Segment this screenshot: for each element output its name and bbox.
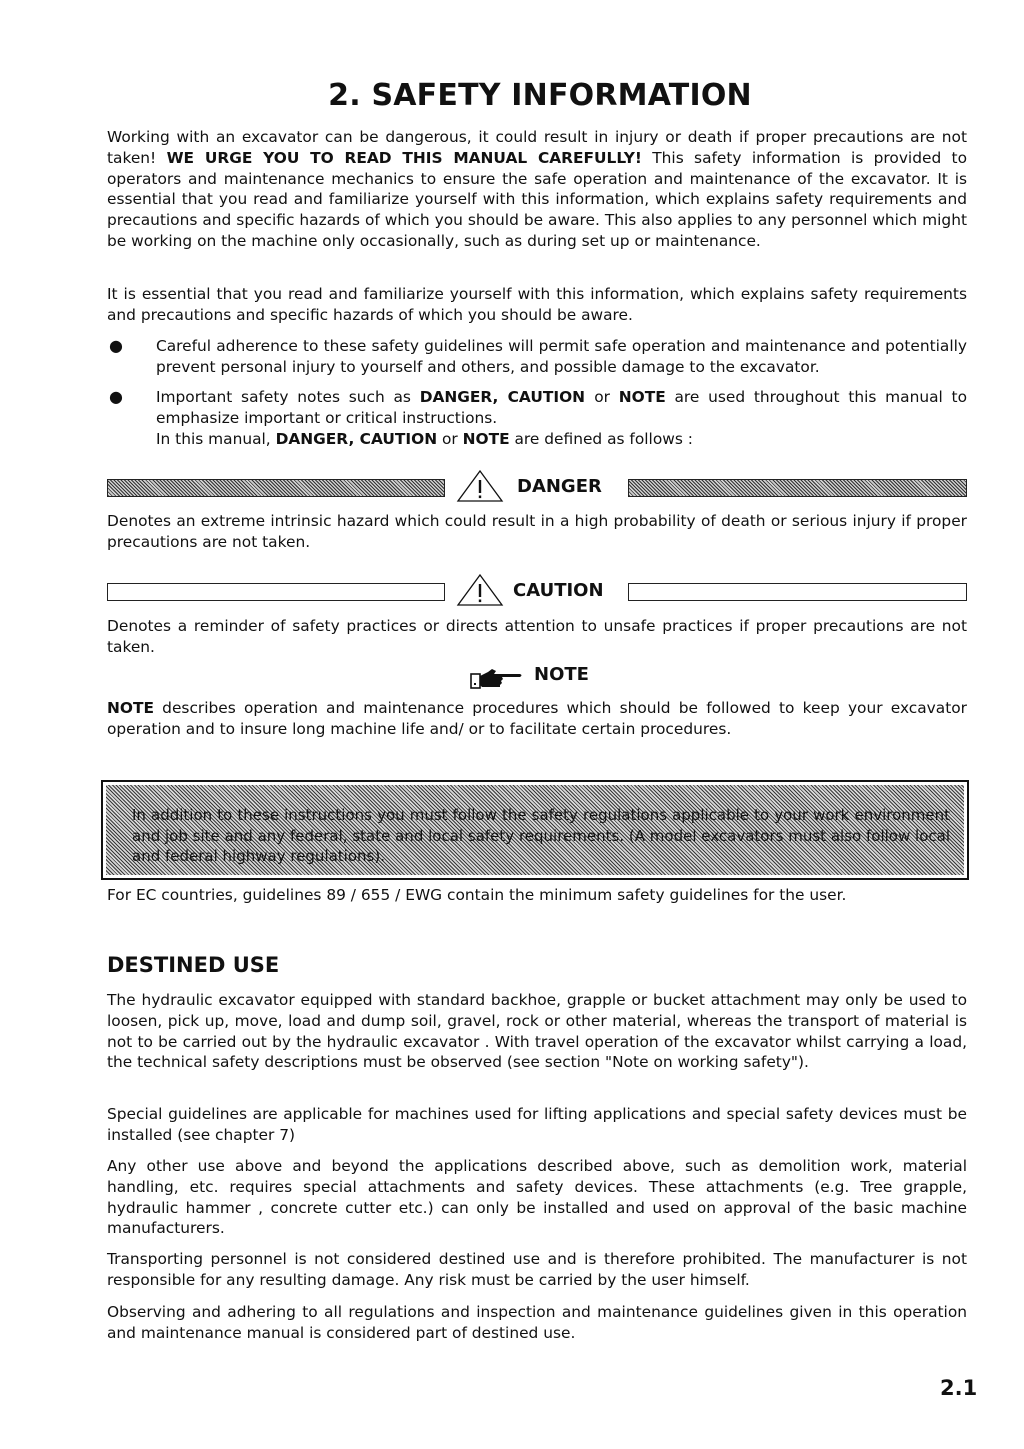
caution-label: CAUTION [513,580,604,601]
intro-paragraph [107,127,967,252]
pointing-hand-icon [470,666,524,692]
note-heading [470,664,610,692]
intro-emphasis: WE URGE YOU TO READ THIS MANUAL CAREFULLY! [166,148,642,167]
note-description: NOTE describes operation and maintenance procedures which should be followed to keep your excavator operation and to insure long machine life and/ or to facilitate certain procedures. [107,699,967,738]
intro-text-2: This safety information is provided to operators and maintenance mechanics to ensure the safe operation and maintenance of the excavator. It is essential that you read and familiarize yourself with this information, which explains safety requirements and precautions and specific hazards of which you should be aware. This also applies to any personnel which might be working on the machine only occasionally, such as during set up or maintenance. [107,148,967,250]
bullet-item-adherence [107,336,967,378]
intro-text-1: Working with an excavator can be dangerous, it could result in injury or death if proper precautions are not taken! [107,128,967,167]
bullet-text: Important safety notes such as DANGER, CAUTION or NOTE are used throughout this manual to emphasize important or critical instructions. In this manual, DANGER, CAUTION or NOTE are defined as follows : [156,388,968,448]
regulations-text: In addition to these instructions you must follow the safety regulations applicable to your work environment and job site and any federal, state and local safety requirements. (A model excavators must also follow local and federal highway regulations). [106,785,964,875]
danger-bar-left [107,479,445,497]
danger-bar-right [628,479,967,497]
essential-paragraph: It is essential that you read and familiarize yourself with this information, which explains safety requirements and precautions and specific hazards of which you should be aware. [107,285,967,324]
bullet-dot-icon: ● [109,336,123,355]
ec-guidelines-text: For EC countries, guidelines 89 / 655 / EWG contain the minimum safety guidelines for the user. [107,886,847,904]
bullet-dot-icon: ● [109,387,123,406]
bullet-item-safety-notes [107,387,967,449]
destined-use-paragraph-1: The hydraulic excavator equipped with standard backhoe, grapple or bucket attachment may only be used to loosen, pick up, move, load and dump soil, gravel, rock or other material, whereas the transport of material is not to be carried out by the hydraulic excavator . With travel operation of the excavator whilst carrying a load, the technical safety descriptions must be observed (see section "Note on working safety"). [107,991,967,1072]
danger-description: Denotes an extreme intrinsic hazard which could result in a high probability of death or serious injury if proper precautions are not taken. [107,512,967,551]
bullet-text: Careful adherence to these safety guidelines will permit safe operation and maintenance and potentially prevent personal injury to yourself and others, and possible damage to the excavator. [156,337,967,376]
caution-description: Denotes a reminder of safety practices or directs attention to unsafe practices if proper precautions are not taken. [107,617,967,656]
caution-banner [107,581,967,603]
destined-use-paragraph-5: Observing and adhering to all regulations and inspection and maintenance guidelines given in this operation and maintenance manual is considered part of destined use. [107,1303,967,1342]
note-label: NOTE [534,664,589,685]
warning-triangle-icon [455,573,505,607]
destined-use-paragraph-3: Any other use above and beyond the applications described above, such as demolition work, material handling, etc. requires special attachments and safety devices. These attachments (e.g. Tree grapple, hydraulic hammer , concrete cutter etc.) can only be installed and used on approval of the basic machine manufacturers. [107,1157,967,1238]
danger-banner [107,477,967,499]
page-number: 2.1 [940,1376,978,1400]
caution-bar-left [107,583,445,601]
danger-label: DANGER [517,476,602,497]
regulations-box [101,780,969,880]
destined-use-paragraph-4: Transporting personnel is not considered destined use and is therefore prohibited. The manufacturer is not responsible for any resulting damage. Any risk must be carried by the user himself. [107,1250,967,1289]
page-title: 2. SAFETY INFORMATION [328,78,752,113]
caution-bar-right [628,583,967,601]
destined-use-heading: DESTINED USE [107,953,280,977]
warning-triangle-icon [455,469,505,503]
destined-use-paragraph-2: Special guidelines are applicable for machines used for lifting applications and special safety devices must be installed (see chapter 7) [107,1105,967,1144]
